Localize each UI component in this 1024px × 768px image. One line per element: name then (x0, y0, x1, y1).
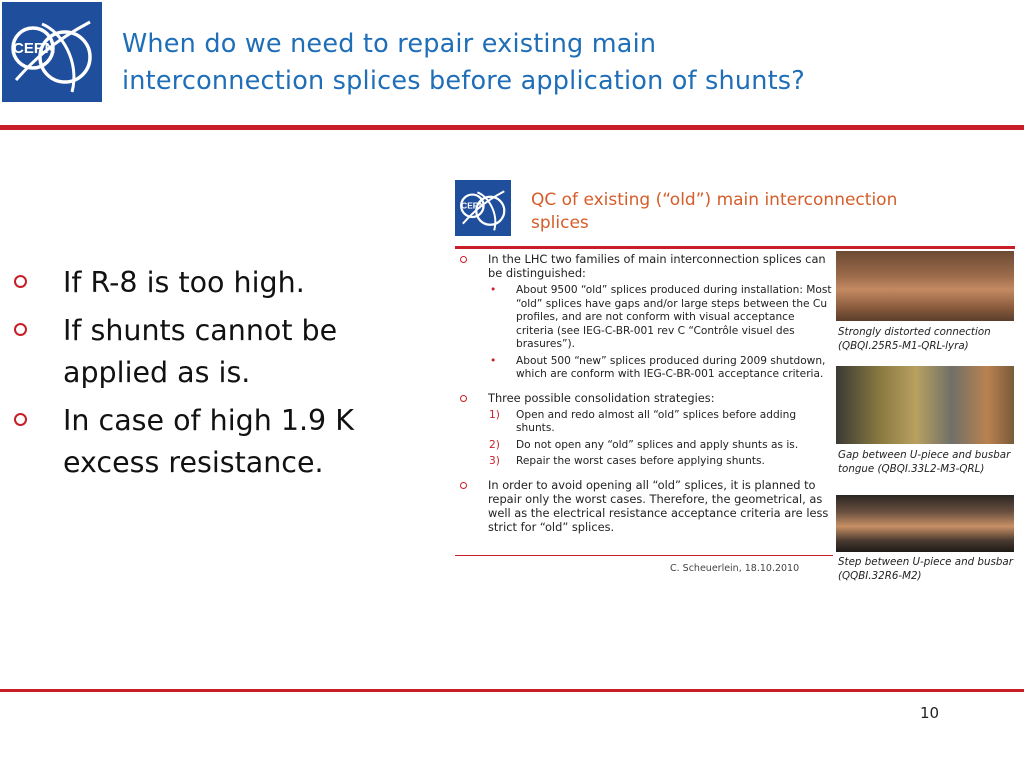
cern-logo (2, 2, 102, 102)
embedded-logo-text: CERN (461, 200, 485, 211)
embedded-numbered-text: Open and redo almost all “old” splices before adding shunts. (516, 408, 797, 434)
circle-bullet-icon (14, 275, 27, 288)
embedded-numbered-text: Repair the worst cases before applying shunts. (516, 455, 765, 467)
cern-logo-icon (2, 2, 102, 102)
page-number: 10 (920, 704, 940, 722)
embedded-footer-divider (455, 555, 833, 556)
embedded-point-text: Three possible consolidation strategies: (488, 390, 715, 405)
dot-bullet-icon: • (490, 284, 497, 296)
photo-caption: Step between U-piece and busbar (QQBI.32R6-M2) (838, 556, 1013, 582)
bullet-list (14, 262, 434, 490)
embedded-subpoint (455, 355, 835, 382)
embedded-body (455, 252, 835, 538)
embedded-point-text: In order to avoid opening all “old” splices, it is planned to repair only the worst cases. Therefore, the geometrical, as well as the electrical resistance acceptance criteria are less strict for “old” splices. (488, 477, 829, 534)
embedded-subpoint-text: About 9500 “old” splices produced during installation: Most “old” splices have gaps and/or large steps between the Cu profiles, and are not conform with visual acceptance criteria (see IEG-C-BR-001 rev C “Contrôle visuel des brasures”). (516, 284, 832, 350)
embedded-subpoint-text: About 500 “new” splices produced during 2009 shutdown, which are conform with IEG-C-BR-001 acceptance criteria. (516, 354, 826, 380)
embedded-divider (455, 246, 1015, 249)
page-title (122, 26, 1002, 100)
bullet-item (14, 262, 434, 304)
cern-logo-icon (455, 180, 511, 236)
title-line-2: interconnection splices before application of shunts? (122, 66, 806, 96)
bullet-text: If R-8 is too high. (63, 266, 305, 299)
circle-bullet-icon (460, 395, 467, 402)
item-number: 2) (489, 438, 500, 451)
embedded-numbered-item (455, 455, 835, 469)
top-divider (0, 125, 1024, 130)
item-number: 1) (489, 408, 500, 421)
circle-bullet-icon (14, 323, 27, 336)
embedded-subpoint (455, 284, 835, 352)
circle-bullet-icon (14, 413, 27, 426)
embedded-numbered-item (455, 439, 835, 453)
embedded-title-line-1: QC of existing (“old”) main interconnection (531, 190, 898, 210)
logo-text: CERN (13, 40, 56, 57)
embedded-title (531, 189, 991, 235)
embedded-credit: C. Scheuerlein, 18.10.2010 (670, 563, 800, 574)
splice-photo-gap (836, 366, 1014, 444)
bullet-item (14, 400, 434, 484)
embedded-numbered-text: Do not open any “old” splices and apply shunts as is. (516, 438, 799, 451)
embedded-point (455, 252, 835, 280)
splice-photo-step (836, 495, 1014, 552)
bullet-item (14, 310, 434, 394)
embedded-title-line-2: splices (531, 213, 589, 233)
bullet-text: In case of high 1.9 K excess resistance. (63, 404, 354, 479)
photo-caption: Gap between U-piece and busbar tongue (QBQI.33L2-M3-QRL) (838, 449, 1011, 475)
embedded-numbered-item (455, 409, 835, 436)
embedded-point-text: In the LHC two families of main interconnection splices can be distinguished: (488, 252, 826, 280)
embedded-cern-logo (455, 180, 511, 236)
photo-caption: Strongly distorted connection (QBQI.25R5-M1-QRL-lyra) (838, 326, 991, 352)
embedded-point (455, 478, 835, 534)
dot-bullet-icon: • (490, 354, 497, 367)
item-number: 3) (489, 455, 500, 467)
title-line-1: When do we need to repair existing main (122, 29, 657, 59)
bullet-text: If shunts cannot be applied as is. (63, 314, 338, 389)
circle-bullet-icon (460, 256, 467, 263)
circle-bullet-icon (460, 482, 467, 489)
embedded-point (455, 391, 835, 405)
splice-photo-distorted (836, 251, 1014, 321)
bottom-divider (0, 689, 1024, 692)
embedded-slide-image (455, 178, 1015, 590)
